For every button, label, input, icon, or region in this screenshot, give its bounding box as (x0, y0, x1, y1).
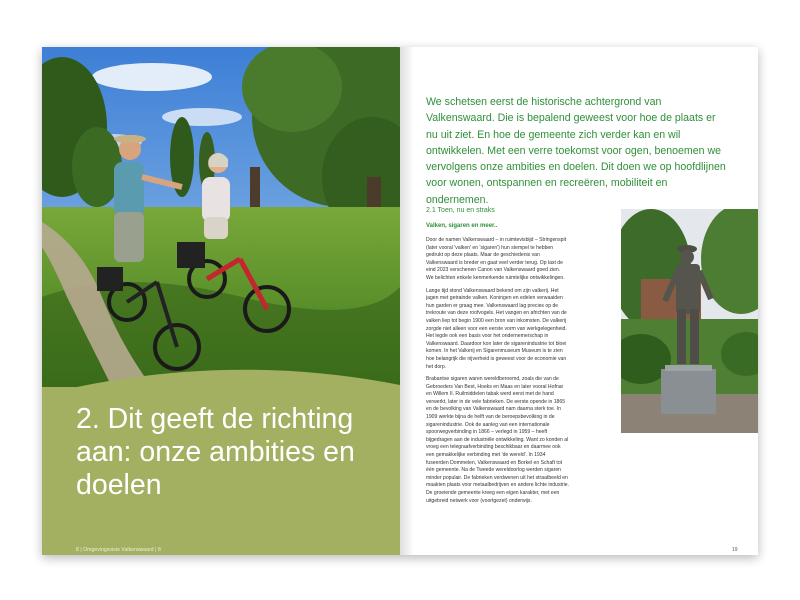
left-page-footer: 8 | Omgevingsvisie Valkenswaard | 8 (76, 547, 161, 553)
left-page (42, 47, 400, 555)
right-page (400, 47, 758, 555)
body-text-column (426, 237, 569, 510)
intro-paragraph: We schetsen eerst de historische achtergrond van Valkenswaard. Die is bepalend geweest voor hoe de plaats er nu uit ziet. En hoe de gemeente zich verder kan en wil ontwikkelen. Met een verre toekomst voor ogen, benoemen we vervolgens onze ambities en doelen. Dit doen we op hoofdlijnen voor wonen, ontspannen en recreëren, mobiliteit en ondernemen. (426, 96, 726, 206)
photo-statue (621, 209, 758, 433)
section-heading: 2.1 Toen, nu en straks (426, 207, 495, 214)
subheading: Valken, sigaren en meer.. (426, 223, 498, 229)
chapter-title: 2. Dit geeft de richting aan: onze ambities en doelen (76, 403, 355, 501)
body-paragraph: Door de namen Valkenswaard – in ruimtevisbijd – Stringenspit (later vooral 'valken' en 'sigaren') hun stempel te hebben gedrukt op deze plaats. Maar de geschiedenis van Valkenswaard is breder en gaat veel verder terug. Op last de eind 2023 verschenen Canon van Valkenswaard goed zien. We belichten enkele kenmerkende ruimtelijke ontwikkelingen. (426, 237, 567, 281)
magazine-spread (42, 47, 758, 555)
page-number: 19 (732, 547, 738, 553)
body-paragraph: Lange tijd stond Valkenswaard bekend om zijn valkerij. Het jagen met getrainde valken. Koningen en edelen verwaaiden hun garden er graag mee. Valkenswaard lag precies op de trekroute van deze roofvogels. Het vangen en africhten van de valken liep tot begin 1900 een bron van inkomsten. De valkerij zorgde niet alleen voor een eerste vorm van werkgelegenheid. Het legde ook een basis voor het ondernemerschap in Valkenswaard. Daardoor kon later de sigarenindustrie tot bloei komen. In het Valkerij en Sigarenmuseum Museum is te zien hoe belangrijk die nijverheid is geweest voor de economie van het dorp. (426, 287, 567, 370)
photo-cyclists (42, 47, 400, 387)
page-gutter-shadow (400, 47, 414, 555)
body-paragraph: Brabantse sigaren waren wereldberoemd, zoals die van de Gebroeders Van Best, Hoeks en Maas en later vooral Hofnar en Willem II. Ruilmiddelen tabak werd eerst met de hand verwerkt, later in de vele fabrieken. De eerste opende in 1865 en de bevolking van Valkenswaard nam daarna sterk toe. In 1909 werkte bijna de helft van de beroepsbevolking in de sigarenindustrie. Ook de aanleg van een internationale spoorwegverbinding in 1866 – verlegd in 1959 – heeft bijgedragen aan de industriële ontwikkeling. Want zo konden al vroeg een telegraafverbinding beschikbaar en daarmee ook een gemakkelijke verbinding met 'de wereld'. In 1934 fuseerden Dommelen, Valkenswaard en Borkel en Schaft tot één gemeente. Na de Tweede wereldoorlog werden sigaren minder populair. De fabrieken verdwenen uit het straatbeeld en maakten plaats voor metaalbedrijven en andere lichte industrie. De groeiende gemeente kreeg een eigen karakter, met een uitgebreid netwerk voor (voortgezet) onderwijs. (426, 376, 569, 504)
